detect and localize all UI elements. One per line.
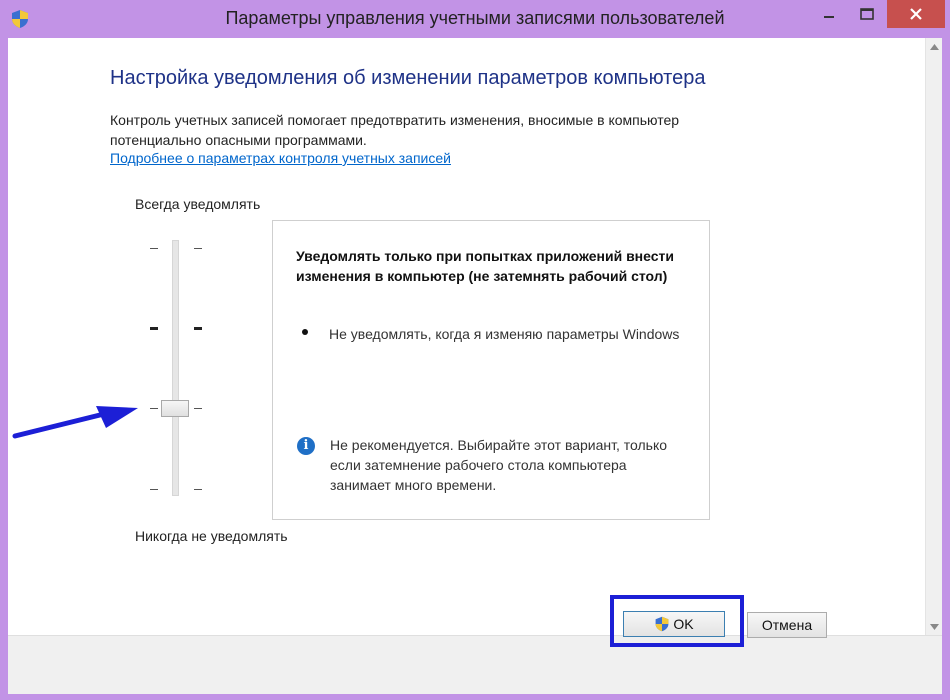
slider-bottom-label: Никогда не уведомлять bbox=[135, 528, 288, 544]
slider-tick-left-3 bbox=[150, 408, 158, 409]
slider-tick-left-4 bbox=[150, 489, 158, 490]
slider-tick-right-4 bbox=[194, 489, 202, 490]
slider-tick-right-1 bbox=[194, 248, 202, 249]
minimize-button[interactable] bbox=[814, 0, 844, 28]
level-bullet-text: Не уведомлять, когда я изменяю параметры Windows bbox=[329, 326, 680, 342]
slider-tick-left-2 bbox=[150, 327, 158, 330]
title-bar bbox=[0, 0, 950, 38]
level-info-text: Не рекомендуется. Выбирайте этот вариант, только если затемнение рабочего стола компьютера занимает много времени. bbox=[330, 437, 668, 493]
maximize-button[interactable] bbox=[850, 0, 884, 28]
level-title: Уведомлять только при попытках приложений внести изменения в компьютер (не затемнять рабочий стол) bbox=[296, 248, 674, 284]
slider-tick-right-3 bbox=[194, 408, 202, 409]
ok-button-label: OK bbox=[673, 616, 694, 632]
minimize-icon bbox=[823, 8, 835, 20]
description-text: Контроль учетных записей помогает предотвратить изменения, вносимые в компьютер потенциально опасными программами. bbox=[110, 112, 680, 148]
info-icon: i bbox=[297, 437, 315, 455]
bullet-icon bbox=[302, 329, 308, 335]
slider-tick-left-1 bbox=[150, 248, 158, 249]
maximize-icon bbox=[860, 8, 874, 20]
notification-slider-thumb[interactable] bbox=[161, 400, 189, 417]
uac-shield-icon bbox=[654, 616, 670, 632]
scroll-down-button[interactable] bbox=[926, 618, 943, 635]
client-area bbox=[8, 38, 942, 694]
chevron-up-icon bbox=[930, 44, 939, 50]
learn-more-link[interactable]: Подробнее о параметрах контроля учетных записей bbox=[110, 150, 451, 166]
annotation-arrow-icon bbox=[12, 400, 142, 440]
slider-top-label: Всегда уведомлять bbox=[135, 196, 261, 212]
level-description-panel bbox=[272, 220, 710, 520]
cancel-button-label: Отмена bbox=[761, 617, 813, 633]
page-title: Настройка уведомления об изменении параметров компьютера bbox=[110, 67, 706, 89]
button-bar bbox=[8, 635, 942, 694]
close-icon bbox=[909, 7, 923, 21]
slider-tick-right-2 bbox=[194, 327, 202, 330]
close-button[interactable] bbox=[887, 0, 945, 28]
window-title: Параметры управления учетными записями пользователей bbox=[225, 8, 725, 28]
vertical-scrollbar[interactable] bbox=[925, 38, 942, 635]
ok-button[interactable] bbox=[623, 611, 725, 637]
cancel-button[interactable] bbox=[747, 612, 827, 638]
notification-slider-track[interactable] bbox=[172, 240, 179, 496]
chevron-down-icon bbox=[930, 624, 939, 630]
scroll-up-button[interactable] bbox=[926, 38, 943, 55]
